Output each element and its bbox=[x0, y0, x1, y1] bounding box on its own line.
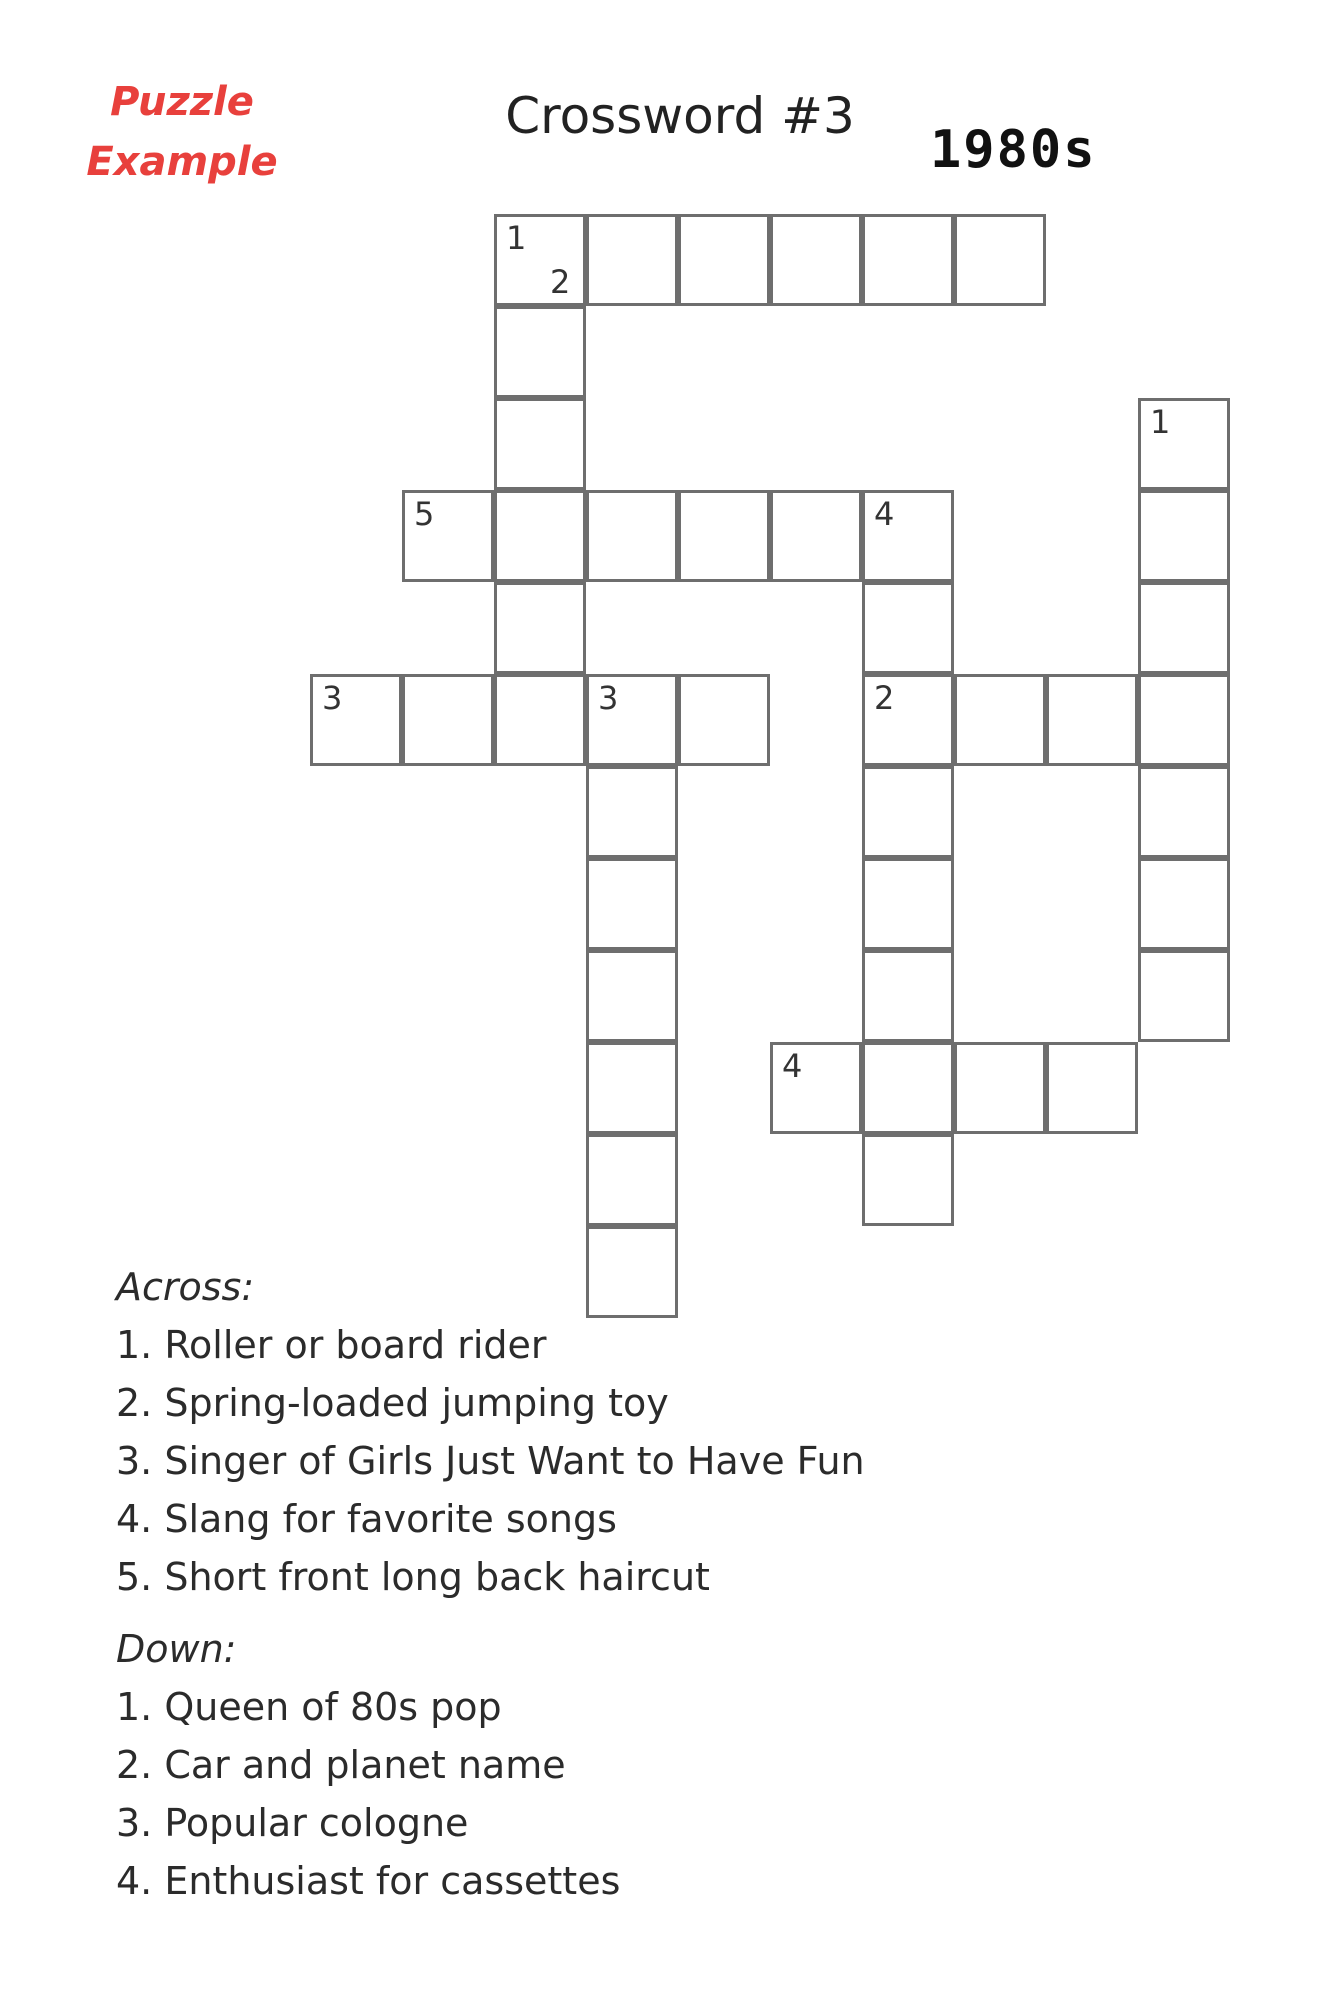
down-clue-3: 3. Popular cologne bbox=[116, 1801, 469, 1845]
grid-cell[interactable] bbox=[862, 950, 954, 1042]
grid-cell[interactable] bbox=[494, 490, 586, 582]
down-clues bbox=[116, 1620, 620, 1910]
across-clue-1: 1. Roller or board rider bbox=[116, 1323, 547, 1367]
clue-number: 1 bbox=[1150, 403, 1171, 441]
grid-cell[interactable] bbox=[678, 214, 770, 306]
grid-cell[interactable] bbox=[1138, 950, 1230, 1042]
grid-cell[interactable] bbox=[586, 766, 678, 858]
grid-cell[interactable] bbox=[1138, 582, 1230, 674]
grid-cell[interactable] bbox=[954, 214, 1046, 306]
grid-cell[interactable] bbox=[402, 674, 494, 766]
grid-cell[interactable] bbox=[1046, 1042, 1138, 1134]
grid-cell[interactable] bbox=[678, 674, 770, 766]
grid-cell[interactable] bbox=[954, 1042, 1046, 1134]
grid-cell[interactable] bbox=[586, 214, 678, 306]
down-clue-2: 2. Car and planet name bbox=[116, 1743, 566, 1787]
clue-number: 2 bbox=[550, 263, 571, 301]
puzzle-label-line2: Example bbox=[86, 139, 278, 185]
clue-number: 5 bbox=[414, 495, 435, 533]
clue-number: 2 bbox=[874, 679, 895, 717]
grid-cell[interactable] bbox=[586, 1042, 678, 1134]
grid-cell[interactable] bbox=[1138, 858, 1230, 950]
clue-number: 3 bbox=[598, 679, 619, 717]
grid-cell[interactable] bbox=[862, 766, 954, 858]
grid-cell[interactable] bbox=[862, 1134, 954, 1226]
grid-cell[interactable] bbox=[862, 214, 954, 306]
puzzle-example-label bbox=[62, 72, 302, 192]
down-heading: Down: bbox=[116, 1627, 237, 1671]
grid-cell[interactable] bbox=[494, 582, 586, 674]
grid-cell[interactable] bbox=[1138, 490, 1230, 582]
down-clue-4: 4. Enthusiast for cassettes bbox=[116, 1859, 621, 1903]
grid-cell[interactable] bbox=[862, 858, 954, 950]
across-clues bbox=[116, 1258, 865, 1606]
grid-cell[interactable] bbox=[494, 674, 586, 766]
across-clue-4: 4. Slang for favorite songs bbox=[116, 1497, 617, 1541]
clue-number: 4 bbox=[782, 1047, 803, 1085]
across-clue-2: 2. Spring-loaded jumping toy bbox=[116, 1381, 669, 1425]
clue-number: 3 bbox=[322, 679, 343, 717]
grid-cell[interactable] bbox=[586, 490, 678, 582]
grid-cell[interactable] bbox=[586, 1134, 678, 1226]
grid-cell[interactable] bbox=[678, 490, 770, 582]
grid-cell[interactable] bbox=[1138, 674, 1230, 766]
across-heading: Across: bbox=[116, 1265, 255, 1309]
puzzle-label-line1: Puzzle bbox=[110, 79, 254, 125]
grid-cell[interactable] bbox=[862, 1042, 954, 1134]
grid-cell[interactable] bbox=[1046, 674, 1138, 766]
page-title: Crossword #3 bbox=[505, 87, 855, 145]
grid-cell[interactable] bbox=[494, 398, 586, 490]
grid-cell[interactable] bbox=[1138, 766, 1230, 858]
clue-number: 4 bbox=[874, 495, 895, 533]
down-clue-1: 1. Queen of 80s pop bbox=[116, 1685, 502, 1729]
across-clue-3: 3. Singer of Girls Just Want to Have Fun bbox=[116, 1439, 865, 1483]
era-subtitle: 1980s bbox=[930, 120, 1097, 180]
clue-number: 1 bbox=[506, 219, 527, 257]
grid-cell[interactable] bbox=[954, 674, 1046, 766]
grid-cell[interactable] bbox=[586, 950, 678, 1042]
grid-cell[interactable] bbox=[770, 490, 862, 582]
grid-cell[interactable] bbox=[494, 306, 586, 398]
grid-cell[interactable] bbox=[770, 214, 862, 306]
across-clue-5: 5. Short front long back haircut bbox=[116, 1555, 710, 1599]
grid-cell[interactable] bbox=[862, 582, 954, 674]
grid-cell[interactable] bbox=[586, 858, 678, 950]
